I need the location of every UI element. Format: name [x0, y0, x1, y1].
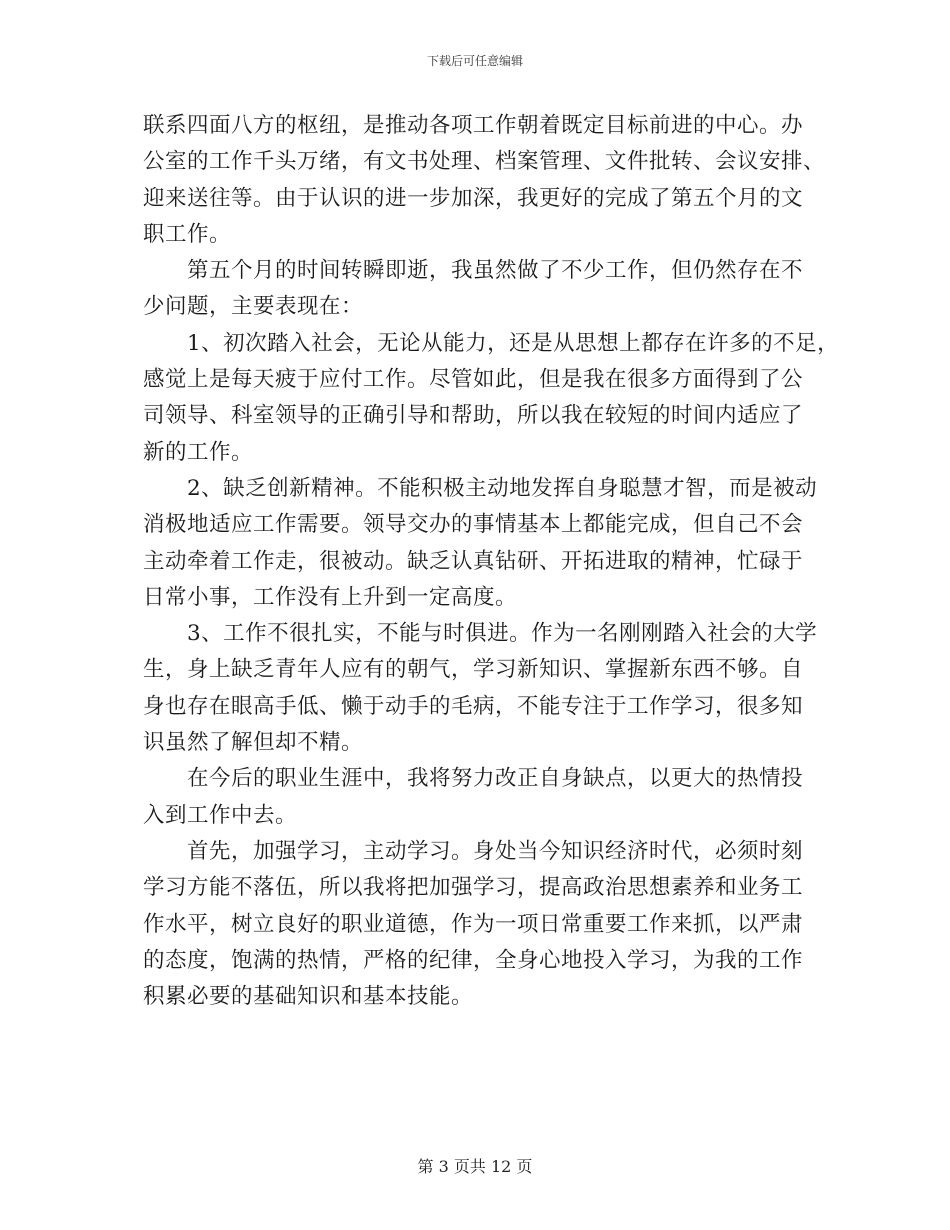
text-line: 身也存在眼高手低、懒于动手的毛病，不能专注于工作学习，很多知: [143, 693, 804, 719]
text-line: 迎来送往等。由于认识的进一步加深，我更好的完成了第五个月的文: [143, 185, 804, 211]
text-line: 作水平，树立良好的职业道德，作为一项日常重要工作来抓，以严肃: [143, 911, 804, 937]
text-line: 司领导、科室领导的正确引导和帮助，所以我在较短的时间内适应了: [143, 403, 804, 429]
text-line: 新的工作。: [143, 439, 254, 465]
text-line: 首先，加强学习，主动学习。身处当今知识经济时代，必须时刻: [187, 838, 804, 864]
document-body: [143, 108, 840, 1015]
text-line: 在今后的职业生涯中，我将努力改正自身缺点，以更大的热情投: [187, 766, 804, 792]
text-line: 学习方能不落伍，所以我将把加强学习，提高政治思想素养和业务工: [143, 875, 804, 901]
text-line: 联系四面八方的枢纽，是推动各项工作朝着既定目标前进的中心。办: [143, 113, 804, 138]
text-line: 第五个月的时间转瞬即逝，我虽然做了不少工作，但仍然存在不: [187, 258, 804, 284]
text-line: 入到工作中去。: [143, 802, 298, 828]
text-line: 感觉上是每天疲于应付工作。尽管如此，但是我在很多方面得到了公: [143, 367, 804, 393]
text-line: 生，身上缺乏青年人应有的朝气，学习新知识、掌握新东西不够。自: [143, 657, 804, 683]
text-line: 消极地适应工作需要。领导交办的事情基本上都能完成，但自己不会: [143, 512, 804, 538]
text-line: 2、缺乏创新精神。不能积极主动地发挥自身聪慧才智，而是被动: [187, 475, 818, 501]
text-line: 职工作。: [143, 221, 232, 247]
text-line: 积累必要的基础知识和基本技能。: [143, 984, 474, 1010]
page-header-note: 下载后可任意编辑: [426, 54, 523, 68]
text-line: 识虽然了解但却不精。: [143, 730, 364, 756]
text-line: 的态度，饱满的热情，严格的纪律，全身心地投入学习，为我的工作: [143, 947, 804, 973]
text-line: 1、初次踏入社会，无论从能力，还是从思想上都存在许多的不足，: [187, 330, 840, 356]
text-line: 主动牵着工作走，很被动。缺乏认真钻研、开拓进取的精神，忙碌于: [143, 548, 804, 574]
text-line: 公室的工作千头万绪，有文书处理、档案管理、文件批转、会议安排、: [143, 149, 826, 175]
page-number: 第 3 页共 12 页: [417, 1157, 533, 1176]
text-line: 少问题，主要表现在：: [143, 294, 364, 320]
text-line: 3、工作不很扎实，不能与时俱进。作为一名刚刚踏入社会的大学: [187, 621, 818, 647]
text-line: 日常小事，工作没有上升到一定高度。: [143, 584, 518, 610]
